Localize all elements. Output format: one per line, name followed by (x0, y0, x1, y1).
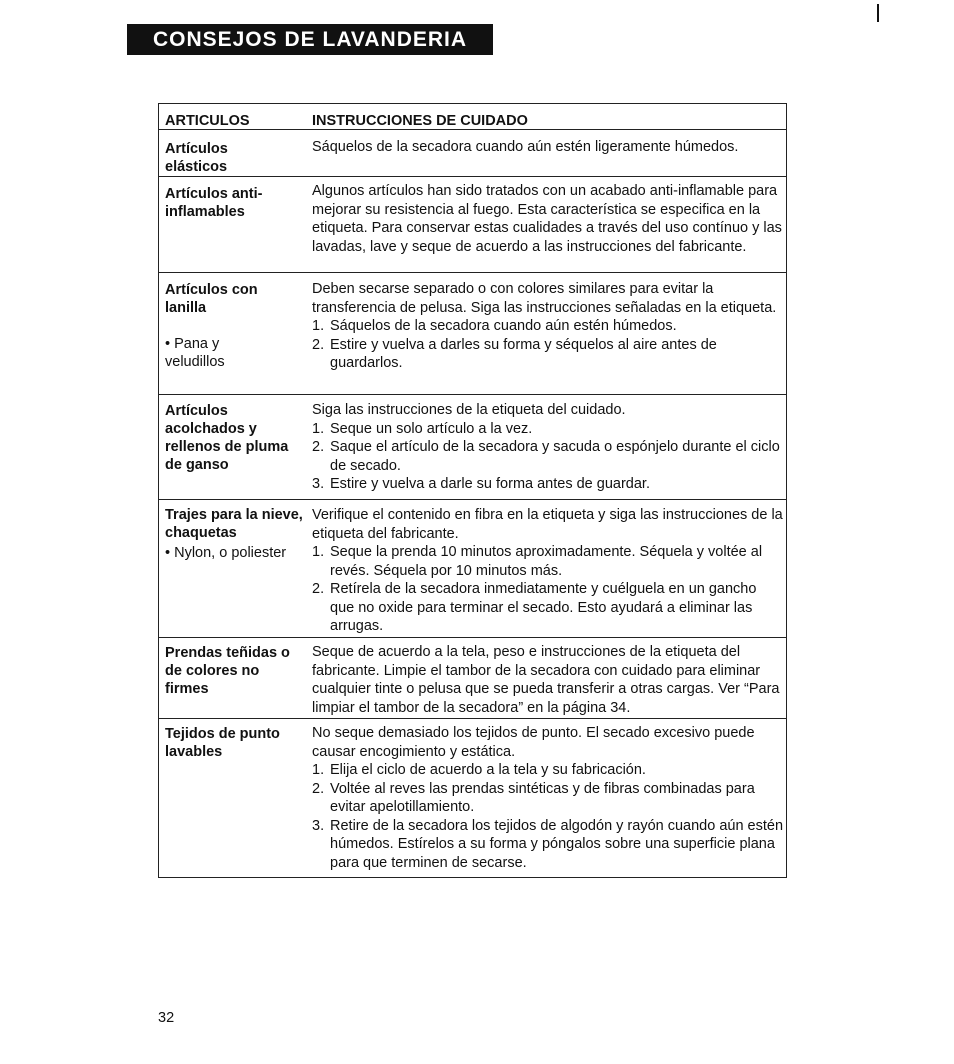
row-instructions (312, 182, 784, 256)
step-item (312, 580, 784, 636)
step-number: 1. (312, 544, 325, 560)
row-item-name: Prendas teñidas o de colores no firmes (165, 645, 290, 697)
table-row (159, 395, 786, 500)
column-header-items: ARTICULOS (165, 113, 250, 129)
step-item (312, 475, 784, 494)
step-item (312, 317, 784, 336)
step-text: Retire de la secadora los tejidos de algodón y rayón cuando aún estén húmedos. Estírelos a su forma y póngalos sobre una superficie plana para que terminen de secarse. (330, 817, 784, 871)
column-header-instructions: INSTRUCCIONES DE CUIDADO (312, 113, 528, 129)
row-item-name: Tejidos de punto lavables (165, 726, 280, 760)
step-number: 1. (312, 318, 325, 334)
row-item-name (165, 506, 305, 562)
row-instructions (312, 401, 784, 494)
step-list (312, 543, 784, 636)
step-item (312, 761, 784, 780)
step-item (312, 780, 784, 817)
row-item-subtype: • Nylon, o poliester (165, 545, 287, 561)
row-instructions (312, 138, 784, 157)
step-text: Saque el artículo de la secadora y sacuda o espónjelo durante el ciclo de secado. (330, 439, 780, 474)
step-item (312, 420, 784, 439)
table-row (159, 500, 786, 638)
step-list (312, 761, 784, 872)
step-item (312, 817, 784, 873)
step-text: Seque la prenda 10 minutos aproximadamente. Séquela y voltée al revés. Séquela por 10 minutos más. (330, 544, 763, 579)
edge-mark (877, 4, 879, 22)
row-intro: Deben secarse separado o con colores similares para evitar la transferencia de pelusa. Siga las instrucciones señaladas en la etiqueta. (312, 281, 777, 316)
table-header-row (159, 104, 786, 130)
table-row (159, 130, 786, 177)
step-list (312, 317, 784, 373)
row-item-title: Artículos con lanilla (165, 282, 258, 316)
care-instructions-table (158, 103, 787, 878)
row-intro: Verifique el contenido en fibra en la etiqueta y siga las instrucciones de la etiqueta del fabricante. (312, 507, 783, 542)
row-instructions (312, 643, 784, 717)
table-row (159, 273, 786, 395)
step-number: 3. (312, 476, 325, 492)
step-text: Retírela de la secadora inmediatamente y cuélguela en un gancho que no oxide para terminar el secado. Esto ayudará a eliminar las arrugas. (330, 581, 757, 634)
row-intro: Siga las instrucciones de la etiqueta del cuidado. (312, 402, 626, 418)
step-text: Seque un solo artículo a la vez. (330, 420, 533, 437)
row-intro: Algunos artículos han sido tratados con un acabado anti-inflamable para mejorar su resistencia al fuego. Esta característica se especifica en la etiqueta. Para conservar estas cualidades a través del uso contínuo y las lavadas, lave y seque de acuerdo a las instrucciones del fabricante. (312, 183, 782, 255)
section-title: CONSEJOS DE LAVANDERIA (152, 27, 468, 51)
step-number: 1. (312, 420, 325, 437)
table-row (159, 719, 786, 877)
row-instructions (312, 280, 784, 373)
step-number: 3. (312, 817, 325, 834)
step-text: Estire y vuelva a darle su forma antes de guardar. (330, 476, 650, 492)
step-number: 2. (312, 581, 325, 597)
row-intro: Sáquelos de la secadora cuando aún estén ligeramente húmedos. (312, 139, 739, 155)
row-item-subtype: • Pana y veludillos (165, 336, 225, 370)
step-number: 2. (312, 780, 325, 797)
step-text: Voltée al reves las prendas sintéticas y de fibras combinadas para evitar apelotillamiento. (330, 780, 755, 815)
section-title-banner (127, 24, 493, 55)
step-number: 1. (312, 762, 325, 778)
row-item-name: Artículos acolchados y rellenos de pluma de ganso (165, 403, 289, 473)
row-item-name: Artículos elásticos (165, 141, 228, 175)
step-text: Sáquelos de la secadora cuando aún estén húmedos. (330, 318, 677, 334)
row-intro: No seque demasiado los tejidos de punto. El secado excesivo puede causar encogimiento y estática. (312, 725, 755, 760)
step-item (312, 543, 784, 580)
row-instructions (312, 724, 784, 872)
step-item (312, 336, 784, 373)
step-number: 2. (312, 439, 325, 455)
row-intro: Seque de acuerdo a la tela, peso e instrucciones de la etiqueta del fabricante. Limpie el tambor de la secadora con cuidado para eliminar cualquier tinte o pelusa que se pueda transferir a otras cargas. Ver “Para limpiar el tambor de la secadora” en la página 34. (312, 644, 780, 716)
row-item-name: Artículos anti-inflamables (165, 186, 263, 220)
step-item (312, 438, 784, 475)
table-row (159, 177, 786, 273)
page-number: 32 (158, 1010, 175, 1026)
step-list (312, 420, 784, 494)
step-text: Estire y vuelva a darles su forma y séquelos al aire antes de guardarlos. (330, 336, 717, 371)
table-row (159, 638, 786, 719)
row-instructions (312, 506, 784, 636)
row-item-title: Trajes para la nieve, chaquetas (165, 507, 303, 541)
step-text: Elija el ciclo de acuerdo a la tela y su fabricación. (330, 762, 646, 778)
row-item-name (165, 281, 275, 371)
step-number: 2. (312, 336, 325, 353)
